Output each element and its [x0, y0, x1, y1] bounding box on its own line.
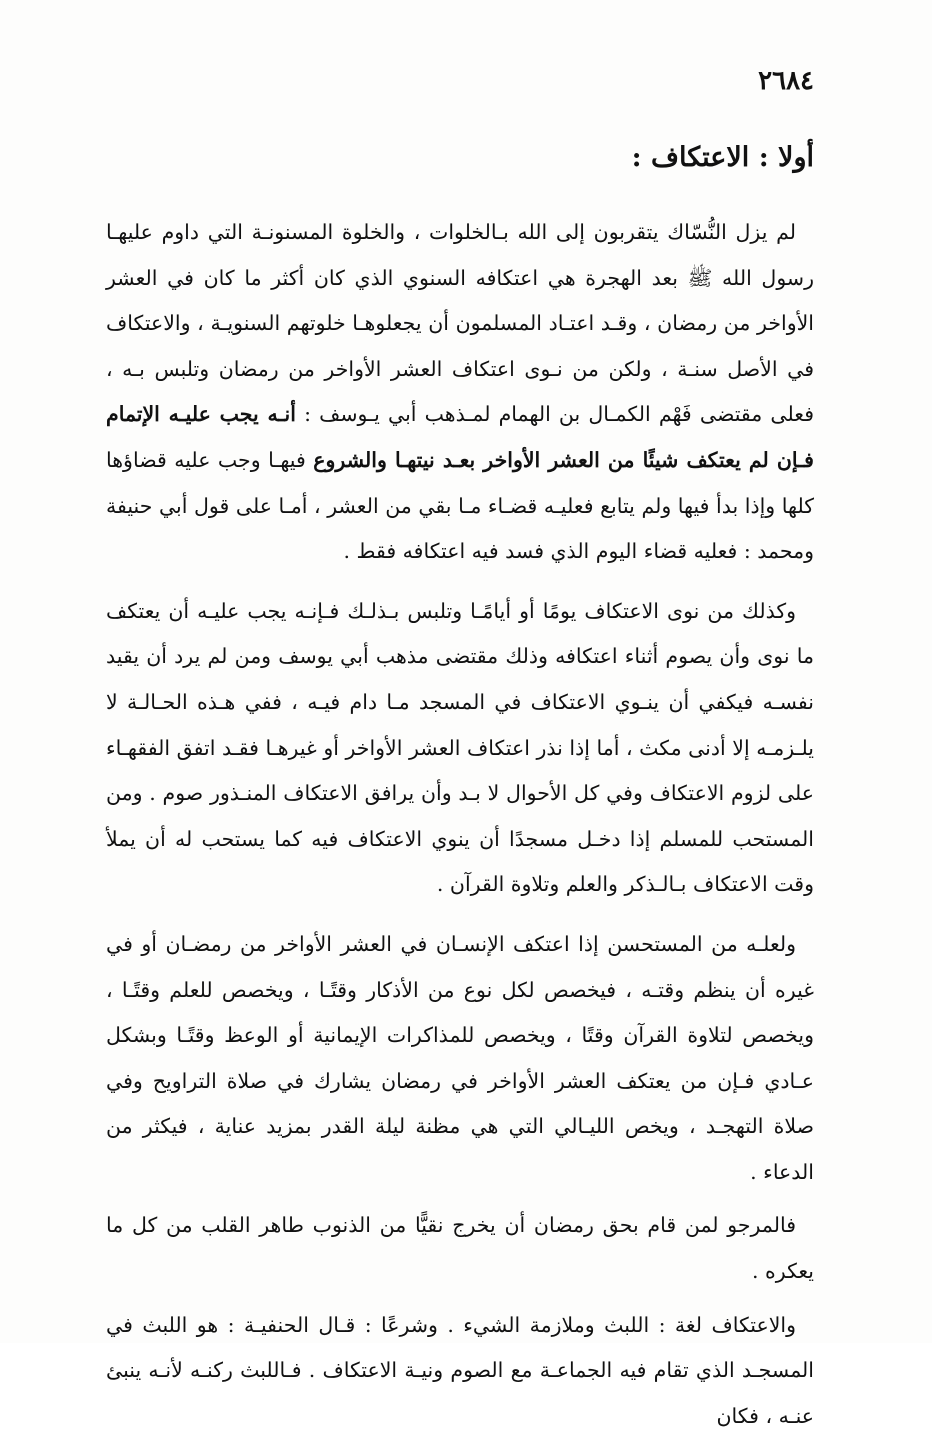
- paragraph-2: [106, 589, 814, 908]
- paragraph-1: [106, 210, 814, 575]
- paragraph-1-bold-text: أنـه يجب عليـه الإتمام فـإن لم يعتكف شيئًا من العشر الأواخر بعـد نيتهـا والشروع: [106, 402, 814, 472]
- body-text: [106, 210, 814, 1439]
- paragraph-5: [106, 1303, 814, 1439]
- paragraph-5-text: والاعتكاف لغة : اللبث وملازمة الشيء . وشرعًا : قـال الحنفيـة : هو اللبث في المسجـد الذي تقام فيه الجماعـة مع الصوم ونيـة الاعتكاف . فـاللبث ركنـه لأنـه ينبئ عنـه ، فكان: [106, 1312, 814, 1428]
- paragraph-1-text: لم يزل النُّسّاك يتقربون إلى الله بـالخلوات ، والخلوة المسنونـة التي داوم عليهـا رسول الله ﷺ بعد الهجرة هي اعتكافه السنوي الذي كان أكثر ما كان في العشر الأواخر من رمضان ، وقـد اعتـاد المسلمون أن يجعلوهـا خلوتهم السنويـة ، والاعتكاف في الأصل سنـة ، ولكن من نـوى اعتكاف العشر الأواخر من رمضان وتلبس بـه ، فعلى مقتضى فَهْم الكمـال بن الهمام لمـذهب أبي يـوسف :: [106, 220, 814, 427]
- paragraph-2-text: وكذلك من نوى الاعتكاف يومًا أو أيامًـا وتلبس بـذلـك فـإنـه يجب عليـه أن يعتكف ما نوى وأن يصوم أثناء اعتكافه وذلك مقتضى مذهب أبي يوسف ومن لم يرد أن يقيد نفسـه فيكفي أن ينـوي الاعتكاف في المسجد مـا دام فيـه ، ففي هـذه الحـالـة لا يلـزمـه إلا أدنى مكث ، أما إذا نذر اعتكاف العشر الأواخر أو غيرهـا فقـد اتفق الفقهـاء على لزوم الاعتكاف وفي كل الأحوال لا بـد وأن يرافق الاعتكاف المنـذور صوم . ومن المستحب للمسلم إذا دخـل مسجدًا أن ينوي الاعتكاف فيه كما يستحب له أن يملأ وقت الاعتكاف بـالـذكر والعلم وتلاوة القرآن .: [106, 598, 814, 897]
- paragraph-4: [106, 1203, 814, 1294]
- paragraph-1-continuation: فيهـا وجب عليه قضاؤها كلها وإذا بدأ فيها ولم يتابع فعليـه قضـاء مـا بقي من العشر ، أمـا على قول أبي حنيفة ومحمد : فعليه قضاء اليوم الذي فسد فيه اعتكافه فقط .: [106, 447, 814, 564]
- paragraph-3-text: ولعلـه من المستحسن إذا اعتكف الإنسـان في العشر الأواخر من رمضـان أو في غيره أن ينظم وقتـه ، فيخصص لكل نوع من الأذكار وقتًـا ، ويخصص للعلم وقتًـا ، ويخصص لتلاوة القرآن وقتًا ، ويخصص للمذاكرات الإيمانية أو الوعظ وقتًـا وبشكل عـادي فـإن من يعتكف العشر الأواخر في رمضان يشارك في صلاة التراويح وفي صلاة التهجـد ، ويخص الليـالي التي هي مظنة ليلة القدر بمزيد عناية ، فيكثر من الدعاء .: [106, 931, 814, 1184]
- page-number: ٢٦٨٤: [758, 66, 814, 96]
- paragraph-3: [106, 922, 814, 1196]
- paragraph-4-text: فالمرجو لمن قام بحق رمضان أن يخرج نقيًّا من الذنوب طاهر القلب من كل ما يعكره .: [106, 1213, 814, 1284]
- section-heading: أولا : الاعتكاف :: [631, 142, 814, 173]
